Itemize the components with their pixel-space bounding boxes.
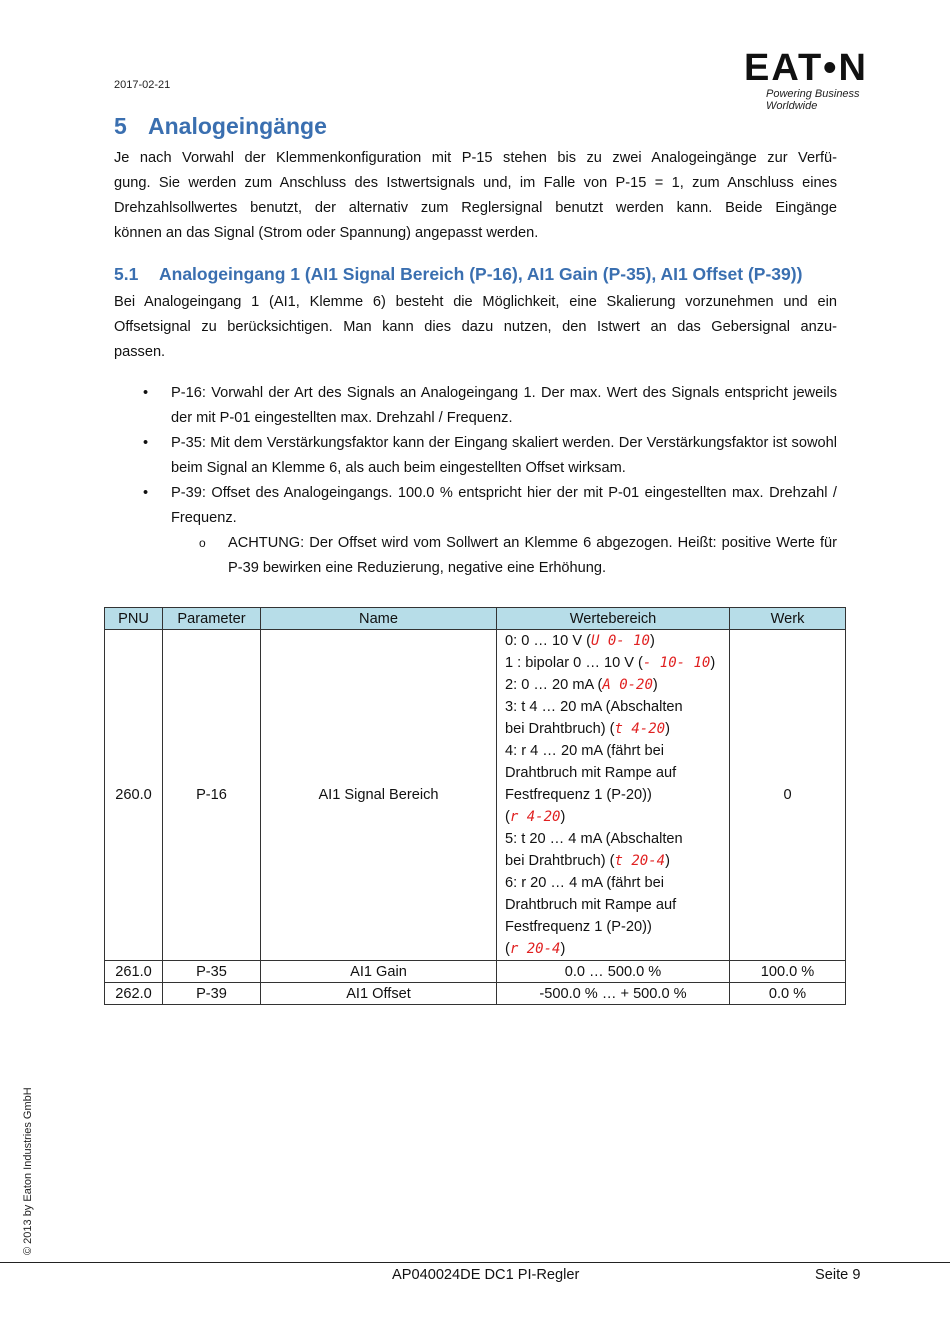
intro-line: passen. [114,344,166,360]
footer-rule [0,1262,950,1263]
bullet-text: P-35: Mit dem Verstärkungsfaktor kann der Eingang skaliert werden. Der Verstärkungsfaktor ist sowohl beim Signal an Klemme 6, als auch beim eingestellten Offset wirksam. [171,435,837,476]
range-line [505,828,721,850]
cell-parameter: P-35 [163,961,261,983]
range-text: Festfrequenz 1 (P-20)) [505,787,652,803]
cell-pnu: 262.0 [105,983,163,1005]
sub-bullet-circle: o [199,536,206,550]
sub-bullet-item [199,531,837,581]
display-code: U 0- 10 [590,633,650,649]
range-text-end: ) [560,941,566,957]
range-text: 4: r 4 … 20 mA (fährt bei [505,743,664,759]
range-line [505,938,721,960]
range-text: 2: 0 … 20 mA ( [505,677,603,693]
section-intro [114,146,837,246]
display-code: A 0-20 [602,677,653,693]
table-header-row [105,608,846,630]
cell-werk: 0.0 % [730,983,846,1005]
intro-line: Bei Analogeingang 1 (AI1, Klemme 6) besteht die Möglichkeit, eine Skalierung vorzunehmen und ein [114,294,837,310]
cell-werk: 0 [730,630,846,961]
range-text: ( [505,941,510,957]
intro-line: können an das Signal (Strom oder Spannung) angepasst werden. [114,225,539,241]
subsection-intro [114,290,837,365]
range-text: 3: t 4 … 20 mA (Abschalten [505,699,683,715]
bullet-text: P-16: Vorwahl der Art des Signals an Analogeingang 1. Der max. Wert des Signals entspricht jeweils der mit P-01 eingestellten max. Drehzahl / Frequenz. [171,385,837,426]
range-text: 0: 0 … 10 V ( [505,633,591,649]
range-text: 1 : bipolar 0 … 10 V ( [505,655,643,671]
section-number: 5 [114,113,127,139]
range-line [505,872,721,894]
intro-line: Drehzahlsollwertes benutzt, der alternativ zum Reglersignal benutzt werden kann. Beide Eingänge [114,200,837,216]
display-code: t 20-4 [614,853,666,869]
parameter-table [104,607,846,1005]
range-text-end: ) [665,721,670,737]
cell-name: AI1 Gain [261,961,497,983]
footer-page-number: Seite 9 [815,1267,861,1283]
range-text-end: ) [665,853,670,869]
header-werk: Werk [730,608,846,630]
cell-pnu: 260.0 [105,630,163,961]
range-text: Festfrequenz 1 (P-20)) [505,919,652,935]
bullet-item [143,381,837,431]
bullet-dot: • [143,485,149,501]
header-wertebereich: Wertebereich [497,608,730,630]
range-line [505,762,721,784]
range-line [505,916,721,938]
header-parameter: Parameter [163,608,261,630]
range-line [505,718,721,740]
range-line [505,696,721,718]
bullet-dot: • [143,385,149,401]
cell-name: AI1 Signal Bereich [261,630,497,961]
table-row [105,983,846,1005]
range-text: Drahtbruch mit Rampe auf [505,765,677,781]
display-code: - 10- 10 [642,655,711,671]
cell-wertebereich: 0.0 … 500.0 % [497,961,730,983]
cell-pnu: 261.0 [105,961,163,983]
range-text: 6: r 20 … 4 mA (fährt bei [505,875,664,891]
table-row [105,630,846,961]
cell-parameter: P-39 [163,983,261,1005]
cell-wertebereich: -500.0 % … + 500.0 % [497,983,730,1005]
cell-werk: 100.0 % [730,961,846,983]
header-pnu: PNU [105,608,163,630]
range-text: bei Drahtbruch) ( [505,853,615,869]
range-text-end: ) [652,677,658,693]
table-row [105,961,846,983]
intro-line: Je nach Vorwahl der Klemmenkonfiguration mit P-15 stehen bis zu zwei Analogeingänge zur Verfü- [114,150,837,166]
range-text: bei Drahtbruch) ( [505,721,615,737]
subsection-number: 5.1 [114,264,139,284]
eaton-logo [730,40,910,112]
display-code: r 4-20 [509,809,561,825]
bullet-text: P-39: Offset des Analogeingangs. 100.0 % entspricht hier der mit P-01 eingestellten max. Drehzahl / Frequenz. [171,485,837,526]
range-text-end: ) [650,633,655,649]
header-name: Name [261,608,497,630]
cell-parameter: P-16 [163,630,261,961]
bullet-item [143,481,837,531]
intro-line: gung. Sie werden zum Anschluss des Istwertsignals und, im Falle von P-15 = 1, zum Anschluss eines [114,175,837,191]
footer-document-title: AP040024DE DC1 PI-Regler [392,1267,580,1283]
bullet-dot: • [143,435,149,451]
range-line [505,806,721,828]
range-line [505,674,721,696]
range-text: 5: t 20 … 4 mA (Abschalten [505,831,683,847]
section-heading [114,113,327,140]
range-line [505,850,721,872]
sub-bullet-text: ACHTUNG: Der Offset wird vom Sollwert an Klemme 6 abgezogen. Heißt: positive Werte für P-39 bewirken eine Reduzierung, negative eine Erhöhung. [228,535,837,576]
cell-name: AI1 Offset [261,983,497,1005]
copyright-notice: © 2013 by Eaton Industries GmbH [22,1087,34,1255]
logo-tagline: Powering Business Worldwide [766,88,860,112]
subsection-heading [114,264,802,285]
range-line [505,894,721,916]
range-line [505,740,721,762]
range-line [505,784,721,806]
cell-wertebereich [497,630,730,961]
display-code: t 4-20 [614,721,666,737]
intro-line: Offsetsignal zu berücksichtigen. Man kann dies dazu nutzen, den Istwert an das Gebersignal anzu- [114,319,837,335]
range-line [505,630,721,652]
subsection-title: Analogeingang 1 (AI1 Signal Bereich (P-16), AI1 Gain (P-35), AI1 Offset (P-39)) [159,264,803,284]
section-title: Analogeingänge [148,113,327,139]
range-text: Drahtbruch mit Rampe auf [505,897,677,913]
bullet-item [143,431,837,481]
logo-wordmark: EAT•N [744,47,868,89]
range-text-end: ) [710,655,716,671]
range-text-end: ) [560,809,566,825]
document-date: 2017-02-21 [114,79,171,91]
range-line [505,652,721,674]
display-code: r 20-4 [509,941,561,957]
range-text: ( [505,809,510,825]
